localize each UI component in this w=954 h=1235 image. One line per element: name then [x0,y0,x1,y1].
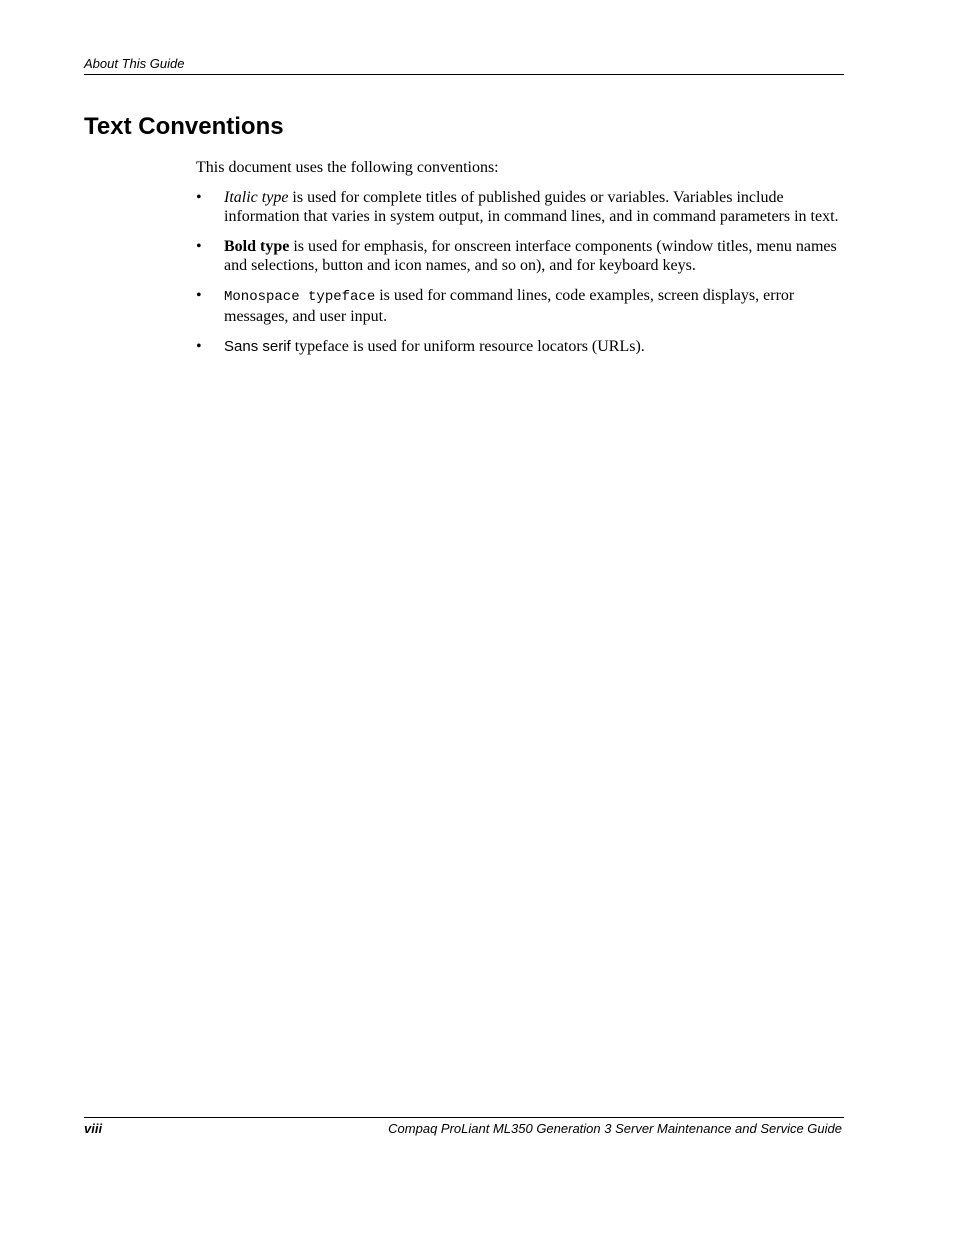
page-title: Text Conventions [84,113,284,140]
monospace-term: Monospace typeface [224,288,376,305]
conventions-list [196,188,844,357]
list-item-monospace [196,286,844,327]
footer-doc-title: Compaq ProLiant ML350 Generation 3 Server Maintenance and Service Guide [388,1121,842,1136]
bold-term: Bold type [224,237,290,255]
bold-description: is used for emphasis, for onscreen interface components (window titles, menu names and selections, button and icon names, and so on), and for keyboard keys. [224,237,837,274]
list-item-sans-serif [196,337,844,357]
running-header [84,55,844,75]
intro-paragraph: This document uses the following conventions: [196,159,499,176]
header-section-label: About This Guide [84,56,185,71]
page-number: viii [84,1121,103,1136]
bullet-icon: • [196,337,202,355]
running-footer [84,1117,844,1139]
list-item-italic [196,188,844,227]
bullet-icon: • [196,237,202,255]
italic-term: Italic type [224,188,289,206]
monospace-description: is used for command lines, code examples, screen displays, error messages, and user input. [224,286,795,325]
bullet-icon: • [196,286,202,304]
body-content [196,158,844,366]
sans-serif-term: Sans serif [224,337,291,355]
list-item-bold [196,237,844,276]
sans-serif-description: typeface is used for uniform resource locators (URLs). [290,337,645,355]
bullet-icon: • [196,188,202,206]
italic-description: is used for complete titles of published guides or variables. Variables include information that varies in system output, in command lines, and in command parameters in text. [224,188,839,225]
